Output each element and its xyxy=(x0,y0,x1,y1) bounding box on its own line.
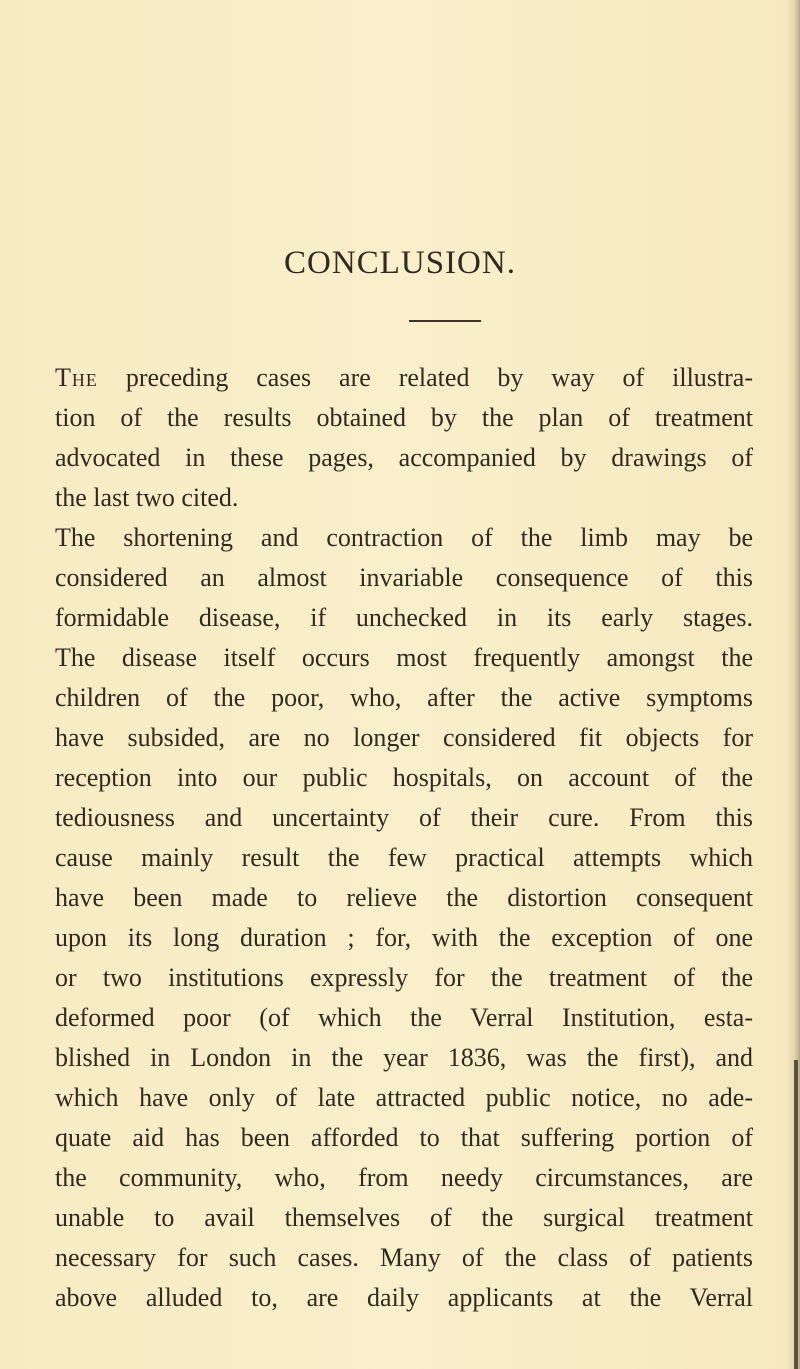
page-edge-binding xyxy=(794,1060,798,1369)
paragraph-2-line: above alluded to, are daily applicants at the Verral xyxy=(55,1283,753,1312)
paragraph-2-line: considered an almost invariable consequence of this xyxy=(55,563,753,592)
paragraph-2-line: unable to avail themselves of the surgical treatment xyxy=(55,1203,753,1232)
paragraph-1-line: tion of the results obtained by the plan of treatment xyxy=(55,403,753,432)
paragraph-2-line: reception into our public hospitals, on account of the xyxy=(55,763,753,792)
paragraph-1-line: the last two cited. xyxy=(55,483,239,512)
paragraph-2-line: formidable disease, if unchecked in its early stages. xyxy=(55,603,753,632)
paragraph-2-line: quate aid has been afforded to that suffering portion of xyxy=(55,1123,753,1152)
paragraph-2-line: blished in London in the year 1836, was the first), and xyxy=(55,1043,753,1072)
paragraph-2-line: the community, who, from needy circumstances, are xyxy=(55,1163,753,1192)
paragraph-2 xyxy=(55,518,753,1318)
lead-word: The xyxy=(55,363,98,392)
chapter-heading: CONCLUSION. xyxy=(284,245,516,281)
paragraph-2-line: or two institutions expressly for the treatment of the xyxy=(55,963,753,992)
paragraph-2-line: The disease itself occurs most frequently amongst the xyxy=(55,643,753,672)
paragraph-2-line: which have only of late attracted public notice, no ade- xyxy=(55,1083,753,1112)
paragraph-2-line: have subsided, are no longer considered fit objects for xyxy=(55,723,753,752)
paragraph-2-line: necessary for such cases. Many of the class of patients xyxy=(55,1243,753,1272)
paragraph-2-line: have been made to relieve the distortion consequent xyxy=(55,883,753,912)
paragraph-2-line: The shortening and contraction of the limb may be xyxy=(55,523,753,552)
paragraph-2-line: children of the poor, who, after the active symptoms xyxy=(55,683,753,712)
paragraph-2-line: tediousness and uncertainty of their cure. From this xyxy=(55,803,753,832)
paragraph-2-line: deformed poor (of which the Verral Institution, esta- xyxy=(55,1003,753,1032)
paragraph-1 xyxy=(55,358,753,518)
heading-rule xyxy=(409,320,481,322)
paragraph-2-line: upon its long duration ; for, with the exception of one xyxy=(55,923,753,952)
paragraph-1-line: advocated in these pages, accompanied by drawings of xyxy=(55,443,753,472)
paragraph-1-line: The preceding cases are related by way of illustra- xyxy=(55,363,754,392)
paragraph-2-line: cause mainly result the few practical attempts which xyxy=(55,843,753,872)
